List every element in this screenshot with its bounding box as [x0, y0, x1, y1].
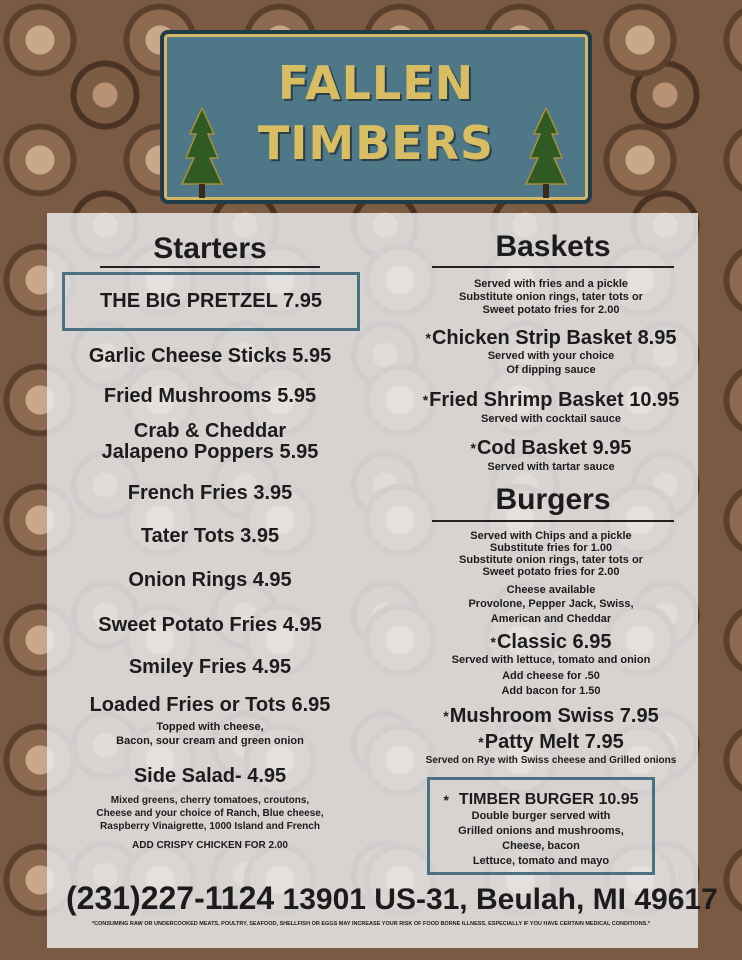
section-intro: Substitute fries for 1.00 — [489, 542, 613, 554]
item-description: Cheese and your choice of Ranch, Blue cheese, — [96, 808, 324, 819]
section-intro: Sweet potato fries for 2.00 — [482, 304, 620, 316]
phone-number: (231)227-1124 — [66, 880, 275, 916]
starters-heading: Starters — [153, 232, 267, 265]
contact-line — [66, 880, 718, 917]
menu-item: Fried Mushrooms 5.95 — [103, 385, 317, 407]
burgers-heading: Burgers — [495, 483, 611, 516]
section-intro: Substitute onion rings, tater tots or — [459, 291, 643, 303]
section-intro: Served with Chips and a pickle — [470, 530, 632, 542]
menu-item: Garlic Cheese Sticks 5.95 — [88, 345, 332, 367]
menu-item: Onion Rings 4.95 — [128, 569, 292, 591]
item-description: Served with your choice — [487, 350, 615, 362]
menu-item: Loaded Fries or Tots 6.95 — [89, 694, 331, 716]
item-description: Double burger served with — [471, 810, 611, 822]
cheese-options: Provolone, Pepper Jack, Swiss, — [468, 598, 634, 610]
food-safety-disclaimer: *CONSUMING RAW OR UNDERCOOKED MEATS, POULTRY, SEAFOOD, SHELLFISH OR EGGS MAY INCREASE YOUR RISK OF FOOD BORNE ILLNESS, ESPECIALLY IF YOU HAVE CERTAIN MEDICAL CONDITIONS.* — [92, 921, 650, 927]
starters-rule — [100, 266, 320, 268]
pine-tree-icon — [524, 108, 568, 200]
star-marker: * — [443, 708, 449, 724]
item-description: Mixed greens, cherry tomatoes, croutons, — [110, 795, 310, 806]
star-marker: * — [425, 330, 431, 346]
pine-tree-icon — [180, 108, 224, 200]
item-description: Add bacon for 1.50 — [501, 685, 601, 697]
section-intro: Substitute onion rings, tater tots or — [459, 554, 643, 566]
menu-item: *Mushroom Swiss 7.95 — [443, 705, 659, 727]
section-intro: Served with fries and a pickle — [473, 278, 629, 290]
item-description: Add cheese for .50 — [502, 670, 600, 682]
star-marker: * — [478, 734, 484, 750]
star-marker: * — [422, 392, 429, 408]
baskets-heading: Baskets — [495, 230, 611, 263]
item-description: Of dipping sauce — [506, 364, 596, 376]
logo-line-1: FALLEN — [277, 56, 475, 110]
menu-item: Smiley Fries 4.95 — [128, 656, 292, 678]
menu-item: *Cod Basket 9.95 — [470, 437, 632, 459]
menu-item: Sweet Potato Fries 4.95 — [98, 614, 322, 636]
item-description: Cheese, bacon — [502, 840, 580, 852]
baskets-rule — [432, 266, 674, 268]
section-intro: Sweet potato fries for 2.00 — [482, 566, 620, 578]
featured-item: THE BIG PRETZEL 7.95 — [100, 290, 322, 312]
star-marker: * — [490, 634, 496, 650]
menu-item: *Classic 6.95 — [490, 631, 612, 653]
menu-item: French Fries 3.95 — [127, 482, 293, 504]
item-description: Bacon, sour cream and green onion — [116, 735, 304, 747]
item-addon: ADD CRISPY CHICKEN FOR 2.00 — [132, 840, 288, 851]
restaurant-logo — [160, 30, 592, 204]
item-description: Served with lettuce, tomato and onion — [451, 654, 651, 666]
logo-line-2: TIMBERS — [257, 116, 495, 170]
star-marker: * — [443, 792, 449, 808]
burgers-rule — [432, 520, 674, 522]
item-description: Lettuce, tomato and mayo — [472, 855, 610, 867]
item-description: Served with cocktail sauce — [480, 413, 621, 425]
item-description: Served on Rye with Swiss cheese and Grilled onions — [425, 755, 677, 766]
address: 13901 US-31, Beulah, MI 49617 — [282, 883, 718, 916]
item-description: Raspberry Vinaigrette, 1000 Island and French — [100, 821, 320, 832]
star-marker: * — [470, 440, 476, 456]
menu-item: *Fried Shrimp Basket 10.95 — [422, 389, 680, 411]
menu-item: Crab & Cheddar — [133, 420, 287, 442]
menu-item: Side Salad- 4.95 — [133, 765, 287, 787]
cheese-options: American and Cheddar — [490, 613, 612, 625]
menu-item: Tater Tots 3.95 — [140, 525, 280, 547]
menu-item: * TIMBER BURGER 10.95 — [443, 791, 639, 808]
item-description: Served with tartar sauce — [487, 461, 615, 473]
item-description: Grilled onions and mushrooms, — [458, 825, 624, 837]
menu-item: Jalapeno Poppers 5.95 — [101, 441, 319, 463]
item-description: Topped with cheese, — [156, 721, 264, 733]
menu-item: *Patty Melt 7.95 — [478, 731, 624, 753]
menu-item: *Chicken Strip Basket 8.95 — [425, 327, 677, 349]
cheese-options: Cheese available — [506, 584, 596, 596]
